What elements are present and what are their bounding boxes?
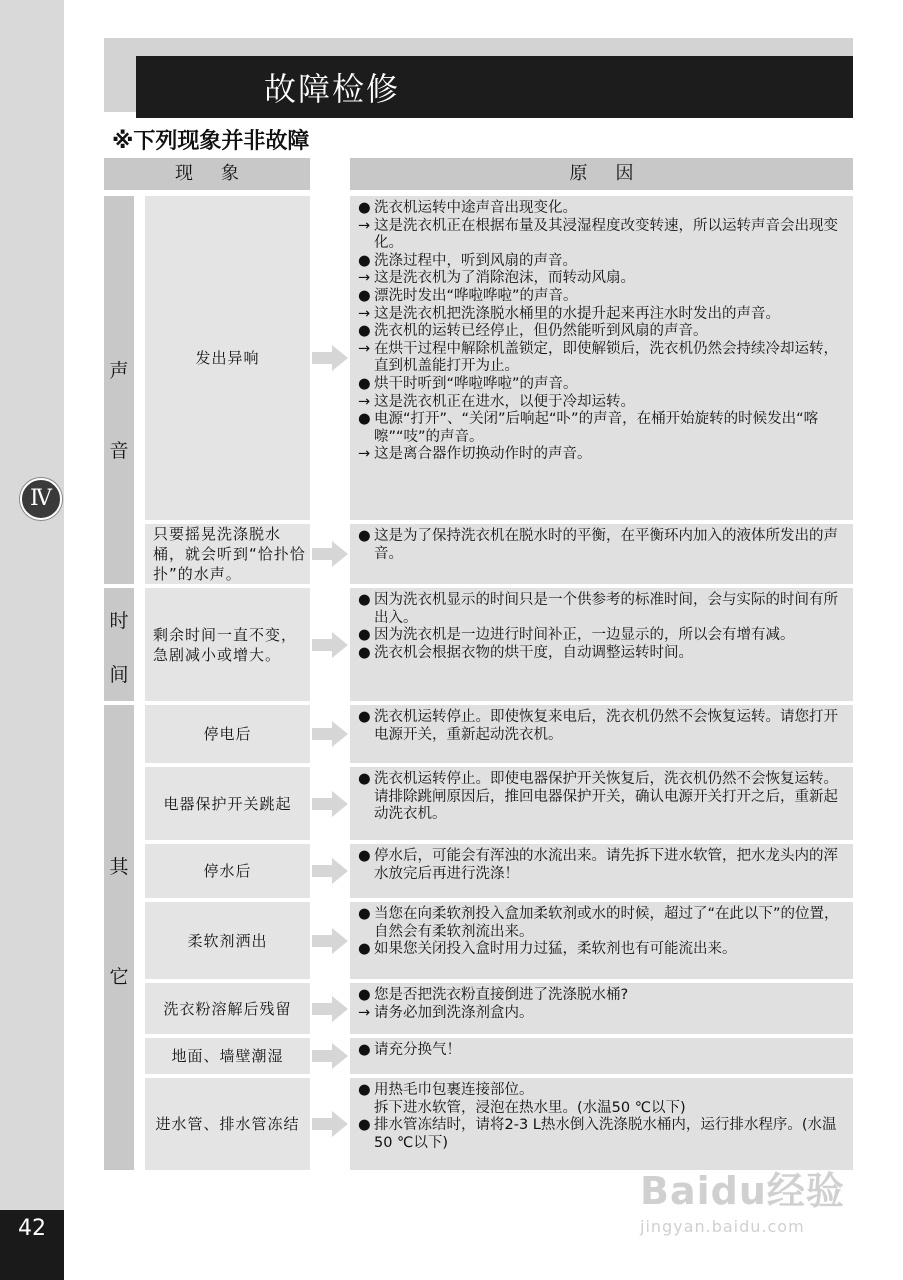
symptom-text: 剩余时间一直不变，急剧减小或增大。 [153, 625, 298, 664]
cause-text: 洗衣机运转中途声音出现变化。 [374, 200, 577, 216]
header-cause: 原因 [350, 158, 853, 190]
cause-line [358, 528, 845, 563]
cause-text: 漂洗时发出“哗啦哗啦”的声音。 [374, 287, 578, 304]
cause-text: 请务必加到洗涤剂盒内。 [374, 1004, 534, 1021]
group-strip-other [104, 705, 134, 1170]
symptom-text: 发出异响 [195, 349, 260, 367]
page-title: 故障检修 [264, 70, 401, 108]
arrow-bullet-icon: → [358, 217, 371, 234]
cause-line [358, 987, 845, 1005]
group-label-sound-bottom: 音 [109, 440, 129, 462]
arrow-bullet-icon: → [358, 305, 371, 322]
cause-text: 停水后，可能会有浑浊的水流出来。请先拆下进水软管，把水龙头内的浑水放完后再进行洗涤！ [374, 848, 838, 882]
cause-line [358, 645, 845, 663]
cause-line [358, 200, 845, 218]
bullet-icon: ● [358, 627, 371, 644]
bullet-icon: ● [358, 200, 371, 216]
group-label-other-top: 其 [109, 856, 129, 878]
cause-line [358, 270, 845, 288]
symptom-text: 柔软剂洒出 [187, 931, 268, 950]
group-label-sound-top: 声 [109, 360, 129, 382]
arrow-right-icon [312, 721, 348, 747]
cause-line [358, 306, 845, 324]
cause-line [358, 1082, 845, 1100]
bullet-icon: ● [358, 1117, 371, 1134]
arrow-right-icon [312, 1111, 348, 1137]
symptom-text: 进水管、排水管冻结 [155, 1115, 300, 1133]
bullet-icon: ● [358, 987, 371, 1003]
arrow-bullet-icon: → [358, 1004, 371, 1021]
symptom-text: 地面、墙壁潮湿 [171, 1047, 284, 1065]
bullet-icon: ● [358, 644, 371, 661]
cause-line [358, 1100, 845, 1118]
cause-line [358, 253, 845, 271]
cause-line [358, 906, 845, 941]
cause-text: 这是为了保持洗衣机在脱水时的平衡，在平衡环内加入的液体所发出的声音。 [374, 528, 838, 562]
symptom-cell [145, 1078, 310, 1170]
cause-cell [350, 705, 853, 763]
bullet-icon: ● [358, 771, 371, 787]
cause-line [358, 1117, 845, 1152]
group-label-time-bottom: 间 [109, 664, 129, 686]
cause-text: 拆下进水软管，浸泡在热水里。(水温50 ℃以下) [374, 1099, 686, 1116]
cause-line [358, 592, 845, 627]
symptom-text: 停水后 [203, 862, 252, 880]
side-strip [0, 0, 64, 1280]
cause-text: 洗衣机运转停止。即使电器保护开关恢复后，洗衣机仍然不会恢复运转。请排除跳闸原因后，推回电器保护开关，确认电源开关打开之后，重新起动洗衣机。 [374, 771, 838, 823]
symptom-cell [145, 705, 310, 763]
cause-text: 洗衣机运转停止。即使恢复来电后，洗衣机仍然不会恢复运转。请您打开电源开关，重新起动洗衣机。 [374, 709, 838, 743]
arrow-right-icon [312, 345, 348, 371]
header-symptom: 现象 [104, 158, 310, 190]
title-bar [136, 56, 853, 118]
cause-text: 当您在向柔软剂投入盒加柔软剂或水的时候，超过了“在此以下”的位置，自然会有柔软剂流出来。 [374, 906, 839, 940]
cause-line [358, 941, 845, 959]
cause-line [358, 1042, 845, 1060]
bullet-icon: ● [358, 287, 371, 304]
bullet-icon: ● [358, 709, 371, 725]
symptom-text: 洗衣粉溶解后残留 [163, 999, 292, 1018]
subtitle: ※下列现象并非故障 [112, 129, 310, 154]
symptom-cell [145, 844, 310, 898]
bullet-icon: ● [358, 528, 371, 544]
bullet-icon: ● [358, 1042, 371, 1058]
cause-text: 烘干时听到“哗啦哗啦”的声音。 [374, 375, 578, 392]
cause-text: 洗衣机会根据衣物的烘干度，自动调整运转时间。 [374, 644, 693, 661]
bullet-icon: ● [358, 906, 371, 922]
cause-line [358, 627, 845, 645]
cause-line [358, 288, 845, 306]
page-number: 42 [18, 1216, 46, 1241]
arrow-right-icon [312, 996, 348, 1022]
cause-text: 这是洗衣机为了消除泡沫，而转动风扇。 [374, 270, 635, 287]
bullet-icon: ● [358, 1082, 371, 1098]
symptom-text: 只要摇晃洗涤脱水桶，就会听到“恰扑恰扑”的水声。 [153, 525, 306, 583]
group-label-other-bottom: 它 [109, 966, 129, 988]
arrow-right-icon [312, 632, 348, 658]
cause-text: 您是否把洗衣粉直接倒进了洗涤脱水桶? [374, 987, 629, 1003]
indent [358, 1100, 374, 1118]
arrow-bullet-icon: → [358, 340, 371, 357]
arrow-right-icon [312, 541, 348, 567]
cause-cell [350, 767, 853, 840]
cause-text: 用热毛巾包裹连接部位。 [374, 1082, 534, 1098]
bullet-icon: ● [358, 941, 371, 958]
bullet-icon: ● [358, 252, 371, 269]
symptom-cell [145, 983, 310, 1034]
cause-cell [350, 196, 853, 520]
cause-text: 洗衣机的运转已经停止，但仍然能听到风扇的声音。 [374, 323, 708, 340]
cause-text: 这是洗衣机把洗涤脱水桶里的水提升起来再注水时发出的声音。 [374, 305, 780, 322]
bullet-icon: ● [358, 848, 371, 864]
cause-text: 这是洗衣机正在进水，以便于冷却运转。 [374, 393, 635, 410]
cause-line [358, 341, 845, 376]
watermark [640, 1160, 845, 1236]
cause-text: 请充分换气！ [374, 1042, 461, 1058]
cause-line [358, 446, 845, 464]
cause-cell [350, 524, 853, 584]
arrow-right-icon [312, 928, 348, 954]
symptom-cell [145, 767, 310, 840]
group-label-time-top: 时 [109, 610, 129, 632]
cause-cell [350, 1078, 853, 1170]
arrow-right-icon [312, 858, 348, 884]
cause-text: 在烘干过程中解除机盖锁定，即使解锁后，洗衣机仍然会持续冷却运转，直到机盖能打开为止。 [374, 340, 838, 375]
cause-cell [350, 983, 853, 1034]
chapter-badge: Ⅳ [20, 478, 62, 520]
cause-text: 这是离合器作切换动作时的声音。 [374, 446, 592, 463]
arrow-bullet-icon: → [358, 393, 371, 410]
cause-line [358, 394, 845, 412]
watermark-url: jingyan.baidu.com [640, 1217, 805, 1236]
cause-text: 洗涤过程中，听到风扇的声音。 [374, 252, 577, 269]
cause-line [358, 218, 845, 253]
cause-cell [350, 902, 853, 979]
cause-text: 这是洗衣机正在根据布量及其浸湿程度改变转速，所以运转声音会出现变化。 [374, 217, 838, 252]
cause-text: 排水管冻结时，请将2-3 L热水倒入洗涤脱水桶内，运行排水程序。(水温50 ℃以下) [374, 1117, 837, 1151]
symptom-text: 电器保护开关跳起 [163, 794, 292, 813]
cause-line [358, 709, 845, 744]
cause-text: 电源“打开”、“关闭”后响起“卟”的声音，在桶开始旋转的时候发出“喀嚓”“吱”的声音。 [374, 411, 819, 445]
symptom-cell [145, 1038, 310, 1074]
cause-text: 因为洗衣机是一边进行时间补正，一边显示的，所以会有增有减。 [374, 627, 795, 644]
cause-cell [350, 1038, 853, 1074]
arrow-right-icon [312, 791, 348, 817]
group-strip-sound [104, 196, 134, 584]
arrow-right-icon [312, 1043, 348, 1069]
cause-line [358, 323, 845, 341]
cause-cell [350, 844, 853, 898]
arrow-bullet-icon: → [358, 270, 371, 287]
bullet-icon: ● [358, 592, 371, 608]
symptom-cell [145, 588, 310, 701]
cause-line [358, 771, 845, 824]
cause-text: 如果您关闭投入盒时用力过猛，柔软剂也有可能流出来。 [374, 941, 737, 958]
bullet-icon: ● [358, 375, 371, 392]
cause-line [358, 411, 845, 446]
symptom-cell [145, 196, 310, 520]
symptom-text: 停电后 [203, 725, 252, 743]
symptom-cell [145, 524, 310, 584]
cause-text: 因为洗衣机显示的时间只是一个供参考的标准时间，会与实际的时间有所出入。 [374, 592, 838, 626]
cause-cell [350, 588, 853, 701]
symptom-cell [145, 902, 310, 979]
bullet-icon: ● [358, 411, 371, 428]
cause-line [358, 376, 845, 394]
cause-line [358, 1005, 845, 1023]
cause-line [358, 848, 845, 883]
watermark-logo: Baidu经验 [640, 1169, 845, 1213]
arrow-bullet-icon: → [358, 446, 371, 463]
bullet-icon: ● [358, 323, 371, 340]
